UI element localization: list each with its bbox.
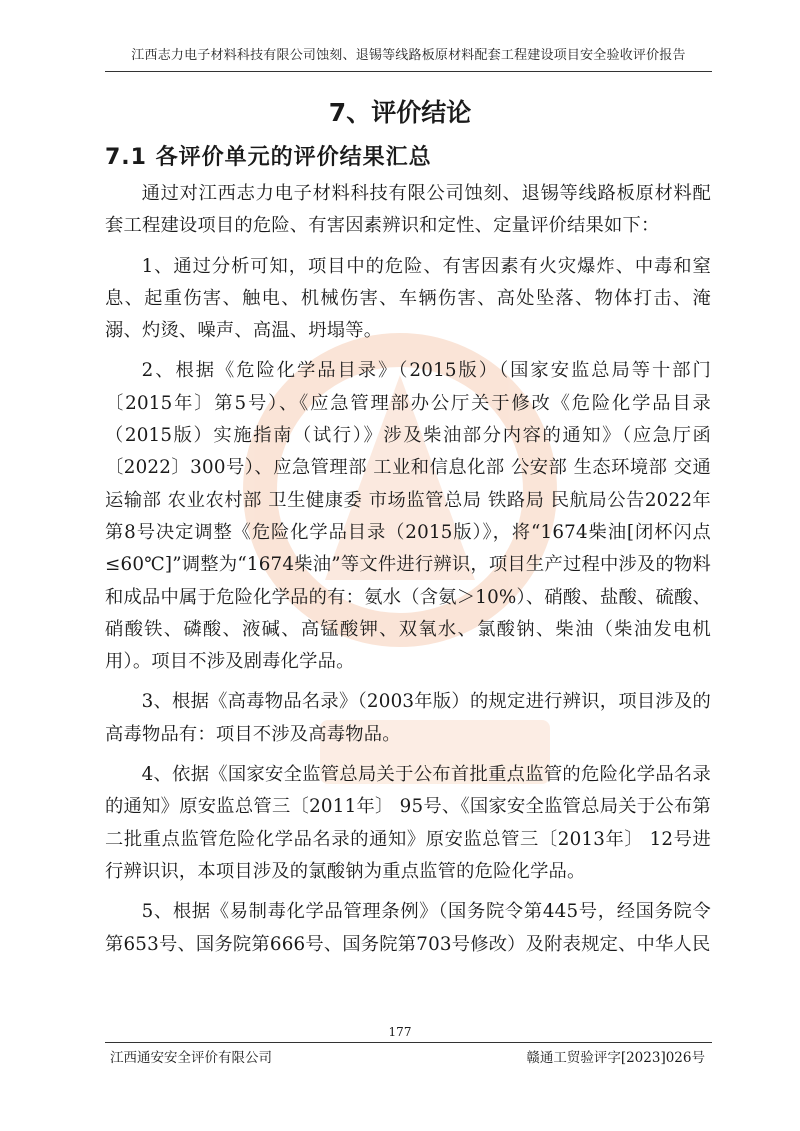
footer-divider xyxy=(105,1042,712,1043)
paragraph-item-4: 4、依据《国家安全监管总局关于公布首批重点监管的危险化学品名录的通知》原安监总管三〔2011年〕 95号、《国家安全监管总局关于公布第二批重点监管危险化学品名录的通知》原安监总管三〔2013年〕 12号进行辨识识，本项目涉及的氯酸钠为重点监管的危险化学品。 xyxy=(105,764,711,882)
header-divider xyxy=(105,71,712,72)
page-number: 177 xyxy=(388,1025,412,1039)
page-header: 江西志力电子材料科技有限公司蚀刻、退锡等线路板原材料配套工程建设项目安全验收评价报告 xyxy=(131,48,686,63)
footer-doc-number: 赣通工贸验评字[2023]026号 xyxy=(526,1050,705,1066)
paragraph-item-2: 2、根据《危险化学品目录》（2015版）（国家安监总局等十部门〔2015年〕第5号）、《应急管理部办公厅关于修改《危险化学品目录（2015版）实施指南（试行）》涉及柴油部分内容的通知》（应急厅函〔2022〕300号）、应急管理部 工业和信息化部 公安部 生态环境部 交通运输部 农业农村部 卫生健康委 市场监管总局 铁路局 民航局公告2022年第8号决定调整《危险化学品目录（2015版）》，将“1674柴油[闭杯闪点≤60℃]”调整为“1674柴油”等文件进行辨识，项目生产过程中涉及的物料和成品中属于危险化学品的有：氨水（含氨＞10%）、硝酸、盐酸、硫酸、硝酸铁、磷酸、液碱、高锰酸钾、双氧水、氯酸钠、柴油（柴油发电机用）。项目不涉及剧毒化学品。 xyxy=(105,360,711,673)
paragraph-intro: 通过对江西志力电子材料科技有限公司蚀刻、退锡等线路板原材料配套工程建设项目的危险、有害因素辨识和定性、定量评价结果如下： xyxy=(105,183,711,237)
document-body xyxy=(105,178,711,969)
subsection-title: 7.1 各评价单元的评价结果汇总 xyxy=(105,145,432,170)
paragraph-item-3: 3、根据《高毒物品名录》（2003年版）的规定进行辨识，项目涉及的高毒物品有：项目不涉及高毒物品。 xyxy=(105,691,711,745)
paragraph-item-5: 5、根据《易制毒化学品管理条例》（国务院令第445号，经国务院令第653号、国务院第666号、国务院第703号修改）及附表规定、中华人民 xyxy=(105,901,711,955)
section-title: 7、评价结论 xyxy=(328,98,472,127)
paragraph-item-1: 1、通过分析可知，项目中的危险、有害因素有火灾爆炸、中毒和窒息、起重伤害、触电、机械伤害、车辆伤害、高处坠落、物体打击、淹溺、灼烫、噪声、高温、坍塌等。 xyxy=(105,255,711,342)
footer-company: 江西通安安全评价有限公司 xyxy=(110,1050,272,1066)
